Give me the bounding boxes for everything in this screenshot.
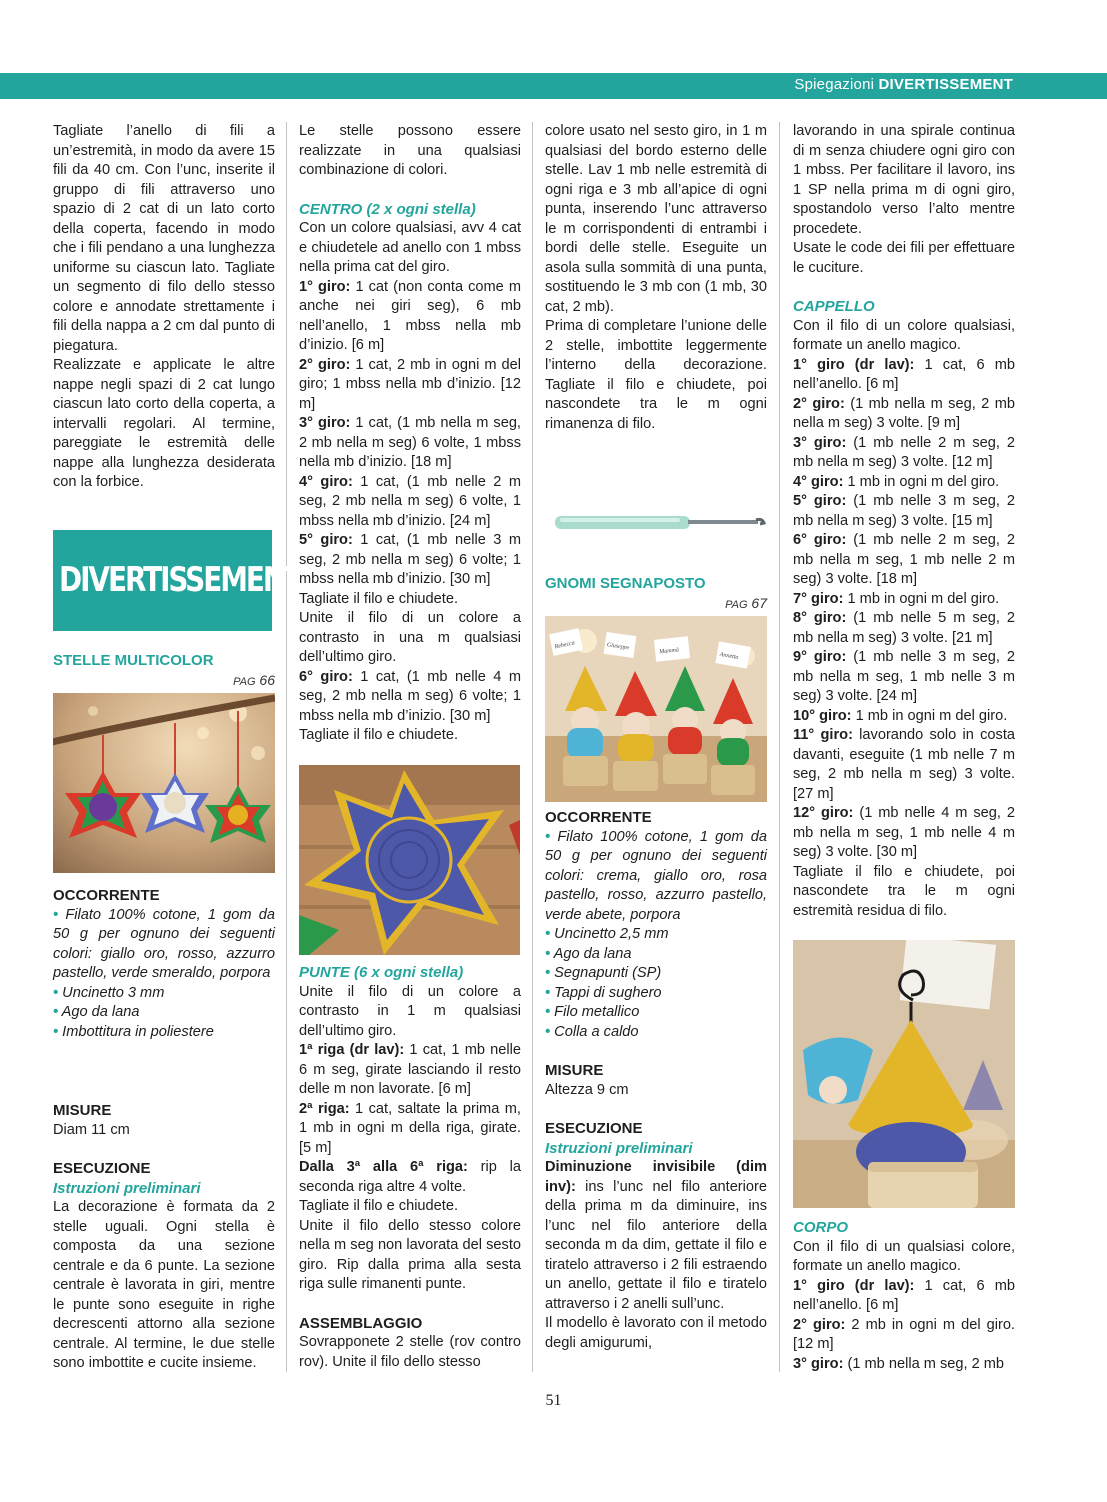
page-number: 51 [545,1392,562,1409]
paragraph: Unite il filo dello stesso colore nella m seg non lavorata del sesto giro. Rip dalla prima alla sesta riga sulle rimanenti punte. [299,1217,521,1292]
section-heading: ASSEMBLAGGIO [299,1314,423,1332]
round-instruction: 1° giro (dr lav): 1 cat, 6 mb nell’anello. [6 m] [793,1277,1016,1313]
paragraph: Con un colore qualsiasi, avv 4 cat e chiudetele ad anello con 1 mbss nella prima cat del giro. [299,220,521,275]
paragraph: Le stelle possono essere realizzate in una qualsiasi combinazione di colori. [299,123,521,178]
paragraph: Realizzate e applicate le altre nappe negli spazi di 2 cat lungo ciascun lato corto della coperta, a intervalli regolari. Al termine, pareggiate le estremità delle nappe alla lunghezza desiderata con la forbice. [53,357,275,490]
round-instruction: 3° giro: (1 mb nella m seg, 2 mb [793,1355,1005,1372]
subsection-heading: CAPPELLO [793,298,875,315]
list-item: • Filato 100% cotone, 1 gom da 50 g per ognuno dei seguenti colori: giallo oro, rosso, azzurro pastello, verde smeraldo, porpora [53,906,275,981]
paragraph: Usate le code dei fili per effettuare le cuciture. [793,240,1015,276]
round-instruction: 6° giro: 1 cat, (1 mb nelle 4 m seg, 2 mb nella m seg) 6 volte; 1 mbss nella mb d’inizio. [30 m] [299,668,521,724]
round-instruction: 12° giro: (1 mb nelle 4 m seg, 2 mb nella m seg, 1 mb nelle 4 m seg) 3 volte. [30 m] [793,805,1015,860]
round-instruction: 4° giro: 1 mb in ogni m del giro. [793,473,1000,490]
paragraph: Sovrapponete 2 stelle (rov contro rov). Unite il filo dello stesso [299,1334,521,1370]
place-card-text: Mammà [658,647,680,656]
page-ref: PAG 67 [725,594,767,611]
row-instruction: 1ª riga (dr lav): 1 cat, 1 mb nelle 6 m seg, girate lasciando il resto delle m non lavorate. [6 m] [299,1042,521,1097]
round-instruction: 4° giro: 1 cat, (1 mb nelle 2 m seg, 2 mb nella m seg) 6 volte, 1 mbss nella mb d’inizio. [24 m] [299,473,521,529]
round-instruction: 3° giro: 1 cat, (1 mb nella m seg, 2 mb nella m seg) 6 volte, 1 mbss nella mb d’inizio. [18 m] [299,415,521,470]
star-closeup-photo [299,765,520,955]
paragraph: lavorando in una spirale continua di m senza chiudere ogni giro con 1 mbss. Per facilitare il lavoro, ins 1 SP nella prima m di ogni giro, spostandolo verso l’alto mentre procedete. [793,123,1015,237]
paragraph: Con il filo di un colore qualsiasi, formate un anello magico. [793,317,1015,353]
list-item: • Imbottitura in poliestere [53,1023,214,1040]
section-heading: OCCORRENTE [53,887,160,904]
subsection-heading: Istruzioni preliminari [53,1179,201,1197]
paragraph: Prima di completare l’unione delle 2 stelle, imbottite leggermente l’interno della decorazione. Tagliate il filo e chiudete, poi nascondete tra le m ogni rimanenza di filo. [545,318,767,432]
subsection-heading: Istruzioni preliminari [545,1139,693,1157]
column-4 [793,122,1015,921]
list-item: • Uncinetto 3 mm [53,984,165,1001]
round-instruction: 8° giro: (1 mb nelle 5 m seg, 2 mb nella m seg) 3 volte. [21 m] [793,610,1015,646]
header-title: Spiegazioni DIVERTISSEMENT [794,76,1013,93]
column-4-lower [793,1218,1015,1374]
page-ref: PAG 66 [233,671,275,688]
row-instruction: Dalla 3ª alla 6ª riga: rip la seconda riga altre 4 volte. [299,1159,521,1195]
paragraph: La decorazione è formata da 2 stelle uguali. Ogni stella è composta da una sezione centrale e da 6 punte. La sezione centrale è lavorata in giri, mentre le punte sono eseguite in righe decrescenti attorno alla sezione centrale. Al termine, le due stelle sono imbottite e cucite insieme. [53,1199,275,1371]
paragraph: Tagliate il filo e chiudete. [299,1198,459,1214]
list-item: • Filato 100% cotone, 1 gom da 50 g per ognuno dei seguenti colori: crema, giallo oro, rosa pastello, rosso, azzurro pastello, verde abete, porpora [545,828,767,923]
column-1-materials [53,886,275,1042]
round-instruction: 5° giro: (1 mb nelle 3 m seg, 2 mb nella m seg) 3 volte. [15 m] [793,493,1015,529]
paragraph: Tagliate il filo e chiudete. [299,590,459,607]
section-heading: MISURE [53,1102,112,1119]
paragraph: Tagliate l’anello di fili a un’estremità, in modo da avere 15 fili da 40 cm. Con l’unc, inserite il gruppo di fili attraverso uno spazio di 2 cat di un lato corto della coperta, facendo in modo che i fili pendano a una lunghezza uniforme su ciascun lato. Tagliate un segmento di filo dello stesso colore e annodate strettamente i fili della nappa a 2 cm dal punto di piegatura. [53,123,275,354]
column-divider [286,122,287,1372]
round-instruction: 6° giro: (1 mb nelle 2 m seg, 2 mb nella m seg, 1 mb nelle 2 m seg) 3 volte. [18 m] [793,532,1015,587]
paragraph: colore usato nel sesto giro, in 1 m qualsiasi del bordo esterno delle stelle. Lav 1 mb nelle estremità di ogni riga e 3 mb all’apice di ogni punta, inserendo l’unc attraverso le m corrispondenti di entrambi i bordi delle stelle. Eseguite un asola sulla sommità di una punta, sostituendo le 3 mb con (1 mb, 30 cat, 2 mb). [545,123,767,315]
column-1 [53,122,275,493]
project-title: GNOMI SEGNAPOSTO [545,575,706,592]
round-instruction: 2° giro: (1 mb nella m seg, 2 mb nella m seg) 3 volte. [9 m] [793,395,1015,431]
round-instruction: 1° giro (dr lav): 1 cat, 6 mb nell’anello. [6 m] [793,356,1016,392]
paragraph: Con il filo di un qualsiasi colore, formate un anello magico. [793,1238,1015,1274]
column-divider [532,122,533,1372]
column-3-materials [545,808,767,1353]
row-instruction: 2ª riga: 1 cat, saltate la prima m, 1 mb in ogni m della riga, girate. [5 m] [299,1100,521,1156]
subsection-heading: CORPO [793,1219,849,1236]
stars-photo [53,693,275,873]
place-card-text: Annetta [719,651,739,661]
section-heading: ESECUZIONE [53,1160,151,1177]
paragraph: Il modello è lavorato con il metodo degli amigurumi, [545,1315,767,1351]
paragraph: Altezza 9 cm [545,1081,629,1098]
column-3-project [545,574,767,615]
list-item: • Colla a caldo [545,1023,639,1040]
list-item: • Tappi di sughero [545,984,662,1001]
paragraph: Unite il filo di un colore a contrasto in una m qualsiasi dell’ultimo giro. [299,610,521,665]
place-card-text: Giuseppe [606,642,630,652]
paragraph: Diminuzione invisibile (dim inv): ins l’unc nel filo anteriore della prima m da diminuire, ins l’unc nel filo anteriore della seconda m da dim, gettate il filo e tiratelo attraverso i 2 fili estraendo un anello, gettate il filo e tiratelo attraverso i 2 anelli sull’unc. [545,1159,767,1312]
round-instruction: 2° giro: 2 mb in ogni m del giro. [12 m] [793,1316,1015,1352]
section-heading: OCCORRENTE [545,809,652,826]
column-3 [545,122,767,434]
column-2-lower [299,963,521,1372]
list-item: • Ago da lana [53,1004,140,1020]
subsection-heading: PUNTE (6 x ogni stella) [299,964,464,981]
gnome-closeup-photo [793,940,1015,1208]
round-instruction: 11° giro: lavorando solo in costa davanti, eseguite (1 mb nelle 7 m seg, 2 mb nella m seg) 3 volte. [27 m] [793,727,1016,802]
crochet-hook-image [550,505,770,540]
section-heading: MISURE [545,1062,604,1079]
column-2 [299,122,521,746]
list-item: • Ago da lana [545,945,632,962]
column-1-execution [53,1101,275,1374]
paragraph: Unite il filo di un colore a contrasto in 1 m qualsiasi dell’ultimo giro. [299,983,521,1039]
paragraph: Tagliate il filo e chiudete. [299,727,459,743]
header-bar [0,73,1107,99]
project-title: STELLE MULTICOLOR [53,652,214,669]
round-instruction: 10° giro: 1 mb in ogni m del giro. [793,707,1008,724]
paragraph: Tagliate il filo e chiudete, poi nascondete tra le m ogni estremità residua di filo. [793,863,1015,919]
place-card-text: Rebecca [554,640,576,651]
column-divider [779,122,780,1372]
round-instruction: 2° giro: 1 cat, 2 mb in ogni m del giro; 1 mbss nella mb d’inizio. [12 m] [299,356,522,412]
column-1-project [53,651,275,692]
round-instruction: 3° giro: (1 mb nelle 2 m seg, 2 mb nella m seg) 3 volte. [12 m] [793,434,1015,470]
round-instruction: 9° giro: (1 mb nelle 3 m seg, 2 mb nella m seg, 1 mb nelle 3 m seg) 3 volte. [24 m] [793,649,1015,704]
list-item: • Segnapunti (SP) [545,965,662,981]
paragraph: Diam 11 cm [53,1121,130,1138]
list-item: • Filo metallico [545,1004,640,1020]
round-instruction: 7° giro: 1 mb in ogni m del giro. [793,590,1000,607]
section-banner: DIVERTISSEMENT [53,530,272,631]
list-item: • Uncinetto 2,5 mm [545,926,669,942]
subsection-heading: CENTRO (2 x ogni stella) [299,200,476,218]
section-heading: ESECUZIONE [545,1120,643,1137]
gnomes-photo [545,616,767,802]
round-instruction: 1° giro: 1 cat (non conta come m anche nei giri seg), 6 mb nell’anello, 1 mbss nella mb d’inizio. [6 m] [299,278,521,353]
round-instruction: 5° giro: 1 cat, (1 mb nelle 3 m seg, 2 mb nella m seg) 6 volte; 1 mbss nella mb d’inizio. [30 m] [299,532,521,587]
